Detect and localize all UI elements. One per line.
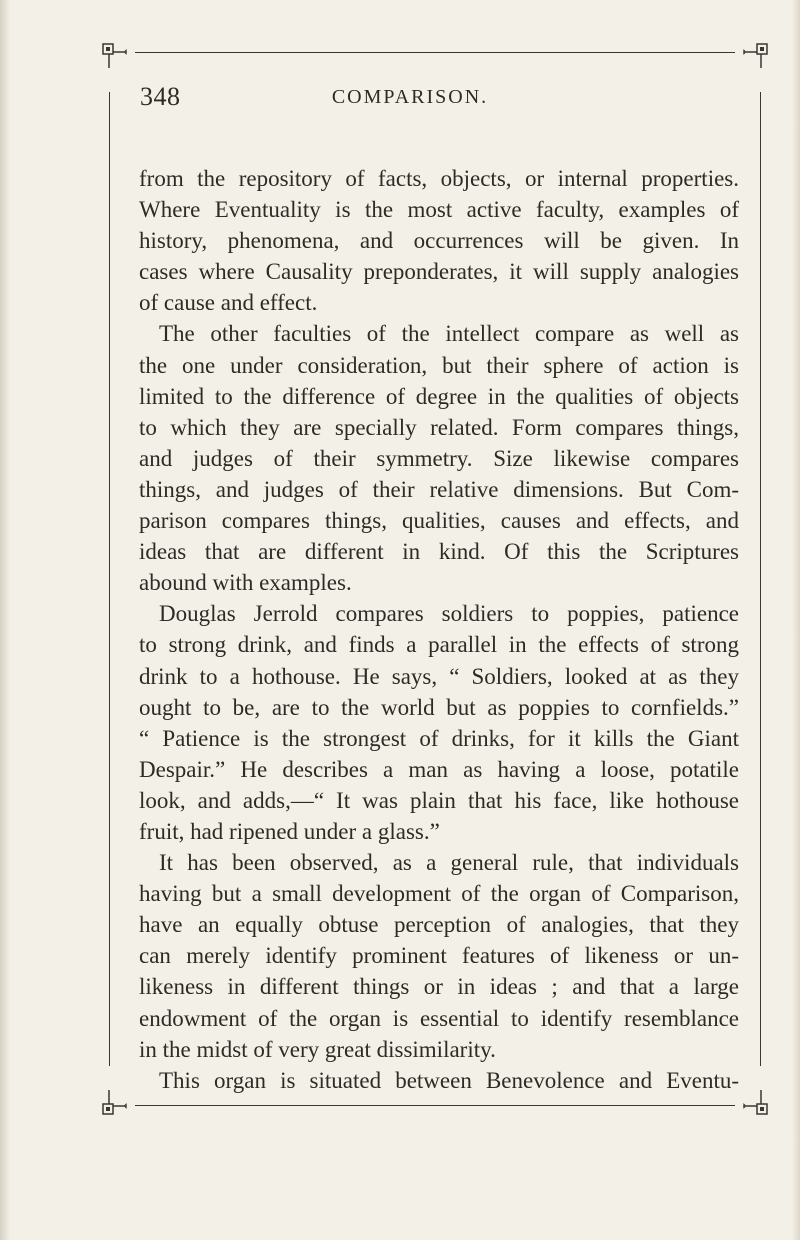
text-line: This organ is situated between Benevolence and Eventu- [159, 1067, 739, 1093]
corner-ornament-icon [743, 38, 773, 68]
corner-ornament-icon [97, 38, 127, 68]
border-bottom-rule [135, 1105, 735, 1106]
text-line: from the repository of facts, objects, or internal properties. [139, 166, 739, 191]
text-line: look, and adds,—“ It was plain that his face, like hothouse [139, 787, 739, 813]
page-left-edge [0, 0, 10, 1240]
text-line: history, phenomena, and occurrences will be given. In [139, 228, 739, 254]
text-line: having but a small development of the organ of Comparison, [139, 881, 739, 907]
corner-ornament-icon [743, 1090, 773, 1120]
border-left-rule [109, 92, 110, 1066]
text-line: things, and judges of their relative dimensions. But Com- [139, 476, 739, 502]
text-line: of cause and effect. [139, 290, 318, 316]
text-line: ideas that are different in kind. Of this the Scriptures [139, 539, 739, 565]
page-right-edge [792, 0, 800, 1240]
corner-ornament-icon [97, 1090, 127, 1120]
text-line: and judges of their symmetry. Size likewise compares [139, 445, 739, 471]
page-header [140, 82, 660, 112]
text-line: limited to the difference of degree in the qualities of objects [139, 383, 739, 409]
text-line: fruit, had ripened under a glass.” [139, 818, 440, 844]
text-line: Despair.” He describes a man as having a loose, potatile [139, 756, 739, 782]
border-right-rule [760, 92, 761, 1066]
text-line: drink to a hothouse. He says, “ Soldiers, looked at as they [139, 663, 739, 689]
body-text [139, 163, 739, 1096]
text-line: to which they are specially related. Form compares things, [139, 414, 739, 440]
text-line: the one under consideration, but their sphere of action is [139, 352, 739, 378]
text-line: “ Patience is the strongest of drinks, for it kills the Giant [139, 725, 739, 751]
text-line: ought to be, are to the world but as poppies to cornfields.” [139, 694, 739, 720]
text-line: Where Eventuality is the most active faculty, examples of [139, 197, 739, 223]
text-line: have an equally obtuse perception of analogies, that they [139, 912, 739, 938]
text-line: cases where Causality preponderates, it will supply analogies [139, 259, 739, 285]
text-line: It has been observed, as a general rule, that individuals [159, 850, 739, 876]
text-line: Douglas Jerrold compares soldiers to poppies, patience [159, 601, 739, 627]
text-line: to strong drink, and finds a parallel in the effects of strong [139, 632, 739, 658]
text-line: can merely identify prominent features of likeness or un- [139, 943, 739, 969]
text-line: in the midst of very great dissimilarity. [139, 1036, 496, 1062]
text-line: parison compares things, qualities, causes and effects, and [139, 508, 739, 534]
page-number: 348 [140, 82, 181, 111]
text-line: endowment of the organ is essential to identify resemblance [139, 1005, 739, 1031]
running-title: COMPARISON. [331, 86, 489, 108]
border-top-rule [135, 52, 735, 53]
text-line: likeness in different things or in ideas ; and that a large [139, 974, 739, 1000]
text-line: abound with examples. [139, 570, 352, 596]
text-line: The other faculties of the intellect compare as well as [159, 321, 739, 347]
